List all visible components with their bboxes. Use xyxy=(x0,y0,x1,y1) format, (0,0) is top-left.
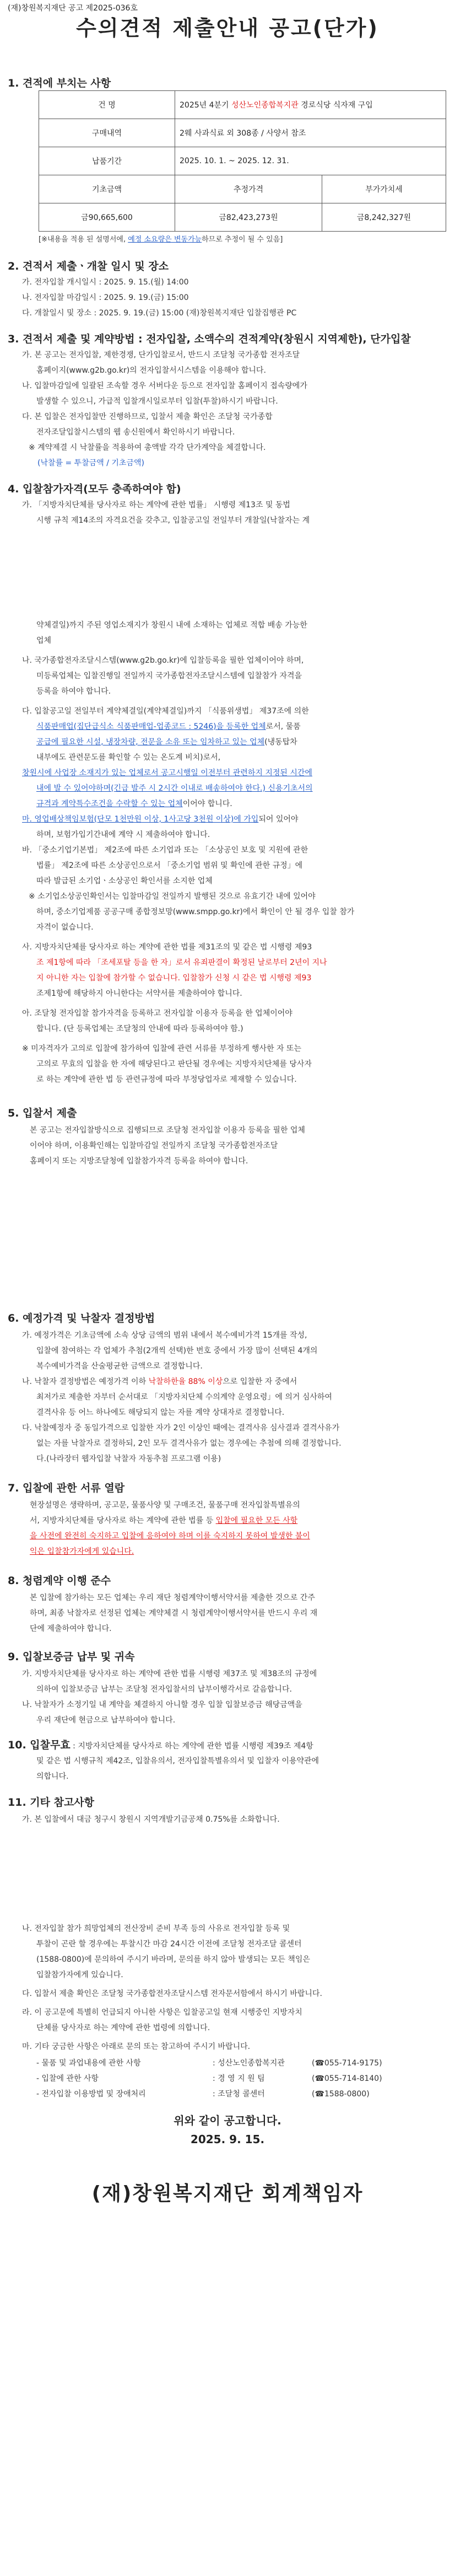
section-8-heading: 8. 청렴계약 이행 준수 xyxy=(8,1575,111,1587)
s7-line2 xyxy=(30,1513,297,1528)
s9-ga-line1: 가. 지방자치단체를 당사자로 하는 계약에 관한 법률 시행령 제37조 및 제38조의 규정에 xyxy=(22,1670,317,1678)
s6-da-line3: 다.(나라장터 웹자입찰 낙찰자 자동추첨 프로그램 이용) xyxy=(36,1455,221,1463)
s4-na-line3: 등록을 하여야 합니다. xyxy=(36,687,111,696)
subject-prefix: 2025년 4분기 xyxy=(180,101,232,110)
section-2-heading: 2. 견적서 제출ㆍ개찰 일시 및 장소 xyxy=(8,260,169,272)
contact-system-label: - 전자입찰 이용방법 및 장애처리 xyxy=(36,2090,146,2099)
bid-close-time: 나. 전자입찰 마감일시 : 2025. 9. 19.(금) 15:00 xyxy=(22,293,189,302)
s5-line1: 본 공고는 전자입찰방식으로 집행되므로 조달청 전자입찰 이용자 등록을 필한 업체 xyxy=(30,1126,305,1135)
bid-summary-table xyxy=(39,90,446,232)
bid-open-time: 가. 전자입찰 개시일시 : 2025. 9. 15.(월) 14:00 xyxy=(22,278,189,287)
vat-value: 금8,242,327원 xyxy=(322,203,446,232)
s11-ma-line1: 마. 기타 궁금한 사항은 아래로 문의 또는 참고하여 주시기 바랍니다. xyxy=(22,2042,251,2051)
section-6-heading: 6. 예정가격 및 낙찰자 결정방법 xyxy=(8,1312,155,1324)
note-prefix: [※내용을 적용 된 설명서에, xyxy=(39,235,128,244)
s3-na-line2: 발생할 수 있으니, 가급적 입찰개시일로부터 입찰(투찰)하시기 바랍니다. xyxy=(36,397,278,406)
s3-da-line2: 전자조달입찰시스템의 웹 송신원에서 확인하시기 바랍니다. xyxy=(36,428,235,437)
contact-system-org: : 조달청 콜센터 xyxy=(213,2090,265,2099)
contact-system-tel: (☎1588-0800) xyxy=(312,2090,370,2099)
s5-line3: 홈페이지 또는 지방조달청에 입찰참가자격 등록을 하여야 합니다. xyxy=(30,1157,248,1166)
contact-goods-label: - 물품 및 과업내용에 관한 사항 xyxy=(36,2059,141,2068)
s6-threshold: 낙찰하한율 88% 이상 xyxy=(148,1377,223,1386)
s4-ga-line1: 가. 「지방자치단체를 당사자로 하는 계약에 관한 법률」 시행령 제13조 및 동법 xyxy=(22,501,290,509)
s4-na-line2: 미등록업체는 입찰진행일 전일까지 국가종합전자조달시스템에 입찰참가 자격을 xyxy=(36,672,302,680)
s8-line3: 단에 제출하여야 합니다. xyxy=(30,1624,112,1633)
closing-statement: 위와 같이 공고합니다. xyxy=(174,2114,281,2127)
s4-ah-line2: 조 제1항에 따라 「조세포탈 등을 한 자」로서 유죄판결이 확정된 날로부터 2년이 지나 xyxy=(36,958,327,967)
s4-da-line2-rest: 로서, 물품 xyxy=(266,722,301,731)
s4-ah-line3: 지 아니한 자는 입찰에 참가할 수 없습니다. 입찰참가 신청 시 같은 법 시행령 제93 xyxy=(36,974,312,983)
section-10-heading: 10. 입찰무효 xyxy=(8,1739,71,1751)
contact-goods-tel: (☎055-714-9175) xyxy=(312,2059,382,2068)
opening-time-place: 다. 개찰일시 및 장소 : 2025. 9. 19.(금) 15:00 (재)창원복지재단 입찰집행관 PC xyxy=(22,309,297,318)
s4-ra-accept: 규격과 계약특수조건을 수락할 수 있는 업체 xyxy=(36,799,183,808)
s4-sa-line2: 하며, 중소기업제품 공공구매 종합정보망(www.smpp.go.kr)에서 확인이 안 될 경우 입찰 참가 xyxy=(36,908,355,916)
s5-line2: 이어야 하며, 이용확인해는 입찰마감일 전일까지 조달청 국가종합전자조달 xyxy=(30,1141,278,1150)
section-1-heading: 1. 견적에 부치는 사항 xyxy=(8,77,111,89)
vat-label: 부가가치세 xyxy=(322,175,446,203)
s4-sa-line1: ※ 소기업소상공인확인서는 입찰마감일 전일까지 발행된 것으로 유효기간 내에 있어야 xyxy=(29,892,316,901)
s4-ah-line4: 조제1항에 해당하지 아니한다는 서약서를 제출하여야 합니다. xyxy=(36,989,242,998)
s10-line2: 및 같은 법 시행규칙 제42조, 입찰유의서, 전자입찰특별유의서 및 입찰자 이용약관에 xyxy=(36,1757,319,1765)
section-11-heading: 11. 기타 참고사항 xyxy=(8,1796,95,1808)
note-suffix: 하므로 추정이 될 수 있음] xyxy=(202,235,283,244)
s4-ga-line3: 약체결일)까지 주된 영업소재지가 창원시 내에 소재하는 업체로 적합 배송 가능한 xyxy=(36,621,307,630)
s6-da-line1: 다. 낙찰예정자 중 동일가격으로 입찰한 자가 2인 이상인 때에는 결격사유 심사결과 결격사유가 xyxy=(22,1424,340,1432)
s4-da-facility: 공급에 필요한 시설, 냉장차량, 전문을 소유 또는 임차하고 있는 업체 xyxy=(36,738,265,747)
s6-na-line2: 최저가로 제출한 자부터 순서대로 「지방자치단체 수의계약 운영요령」에 의거 심사하여 xyxy=(36,1393,332,1402)
s4-mi-line1: ※ 미자격자가 고의로 입찰에 참가하여 입찰에 관련 서류를 부정하게 행사한 자 또는 xyxy=(22,1044,301,1053)
period-label: 납품기간 xyxy=(39,147,175,175)
s8-line2: 하며, 최종 낙찰자로 선정된 업체는 계약체결 시 청렴계약이행서약서를 반드시 우리 재 xyxy=(30,1609,318,1618)
s4-ja-line1: 아. 조달청 전자입찰 참가자격을 등록하고 전자입찰 이용자 등록을 한 업체이어야 xyxy=(22,1009,292,1018)
s11-da-line1: 다. 입찰서 제출 확인은 조달청 국가종합전자조달시스템 전자문서함에서 하시기 바랍니다. xyxy=(22,1989,322,1998)
s4-mi-line2: 고의로 무효의 입찰을 한 자에 해당된다고 판단될 경우에는 지방자치단체를 당사자 xyxy=(36,1060,312,1069)
s9-na-line2: 우리 재단에 현금으로 납부하여야 합니다. xyxy=(36,1716,176,1725)
s4-ga-line4: 업체 xyxy=(36,636,52,645)
s7-line3: 을 사전에 완전히 숙지하고 입찰에 응하여야 하며 이를 숙지하지 못하여 발생한 불이 xyxy=(30,1532,310,1541)
s9-na-line1: 나. 낙찰자가 소정기일 내 계약을 체결하지 아니할 경우 입찰 입찰보증금 해당금액을 xyxy=(22,1700,302,1709)
s10-rest1: : 지방자치단체를 당사자로 하는 계약에 관한 법률 시행령 제39조 제4항 xyxy=(70,1742,313,1751)
s7-line2-warning: 입찰에 필요한 모든 사항 xyxy=(215,1516,298,1525)
s4-ma-line2: 하며, 보험가입기간내에 계약 시 제출하여야 합니다. xyxy=(36,830,210,839)
note-variable-quantity: 예정 소요량은 변동가능 xyxy=(128,235,202,244)
s6-ga-line3: 복수예비가격을 산술평균한 금액으로 결정합니다. xyxy=(36,1362,203,1371)
s3-ga-line2: 홈페이지(www.g2b.go.kr)의 전자입찰서시스템을 이용해야 합니다. xyxy=(36,366,266,375)
s6-da-line2: 없는 자를 낙찰자로 결정하되, 2인 모두 결격사유가 없는 경우에는 추첨에 의해 결정합니다. xyxy=(36,1439,342,1448)
s4-ah-line1: 사. 지방자치단체를 당사자로 하는 계약에 관한 법률 제31조의 및 같은 법 시행령 제93 xyxy=(22,943,312,952)
section-7-heading: 7. 입찰에 관한 서류 열람 xyxy=(8,1482,125,1494)
s4-ma-insurance: 마. 영업배상책임보험(단모 1천만원 이상, 1사고당 3천원 이상)에 가입 xyxy=(22,815,259,824)
s11-na-line3: (1588-0800)에 문의하여 주시기 바라며, 문의를 하지 않아 발생되는 모든 책임은 xyxy=(36,1955,310,1964)
s6-na-line3: 결격사유 등 어느 하나에도 해당되지 않는 자를 계약 상대자로 결정합니다. xyxy=(36,1408,285,1417)
org-value: 2웨 사과식료 외 308종 / 사양서 참조 xyxy=(175,119,446,147)
section-9-heading: 9. 입찰보증금 납부 및 귀속 xyxy=(8,1651,135,1663)
section-3-heading: 3. 견적서 제출 및 계약방법 : 전자입찰, 소액수의 견적계약(창원시 지역제한), 단가입찰 xyxy=(8,333,411,345)
subject-suffix: 경로식당 식자재 구입 xyxy=(298,101,373,110)
contact-bid-org: : 경 영 지 원 팀 xyxy=(213,2074,265,2083)
s4-da-line2 xyxy=(36,719,301,734)
s11-ga-line1: 가. 본 입찰에서 대금 청구시 창원시 지역개발기금공채 0.75%를 소화합니다. xyxy=(22,1815,280,1824)
s4-da-license: 식품판매업(집단급식소 식품판매업-업종코드 : 5246)을 등록한 업체 xyxy=(36,722,266,731)
contact-bid-tel: (☎055-714-8140) xyxy=(312,2074,382,2083)
estimated-price-label: 추정가격 xyxy=(175,175,322,203)
s4-da-line4: 내부에도 관련문도를 확인할 수 있는 온도계 비치)로서, xyxy=(36,753,221,762)
section-5-heading: 5. 입찰서 제출 xyxy=(8,1107,77,1119)
s6-na-line1 xyxy=(22,1374,297,1389)
period-value: 2025. 10. 1. ~ 2025. 12. 31. xyxy=(175,147,446,175)
s4-na-line1: 나. 국가종합전자조달시스템(www.g2b.go.kr)에 입찰등록을 필한 업체이어야 하며, xyxy=(22,656,304,665)
subject-facility: 성산노인종합복지관 xyxy=(231,101,299,110)
estimated-price-value: 금82,423,273원 xyxy=(175,203,322,232)
s6-na-prefix: 나. 낙찰자 결정방법은 예정가격 이하 xyxy=(22,1377,149,1386)
s3-ga-line1: 가. 본 공고는 전자입찰, 제한경쟁, 단가입찰로서, 반드시 조달청 국가종합 전자조달 xyxy=(22,351,300,359)
s4-ra-line1: 창원시에 사업장 소재지가 있는 업체로서 공고시행일 이전부터 관련하지 지정된 시간에 xyxy=(22,769,312,777)
s11-ra-line2: 단체를 당사자로 하는 계약에 관한 법령에 의합니다. xyxy=(36,2024,210,2032)
s4-mi-line3: 로 하는 계약에 관한 법 등 관련규정에 따라 부정당업자로 제재할 수 있습니다. xyxy=(36,1075,297,1084)
base-amount-value: 금90,665,600 xyxy=(39,203,175,232)
s4-ra-line2: 내에 발 수 있어야하며(긴급 발주 시 2시간 이내로 배송하여야 한다.) 신용기초서의 xyxy=(36,784,313,793)
s7-line2-text: 서, 지방자치단체를 당사자로 하는 계약에 관한 법률 등 xyxy=(30,1516,216,1525)
s4-da-line1: 다. 입찰공고일 전일부터 계약체결일(계약체결일)까지 「식품위생법」 제37조에 의한 xyxy=(22,707,309,716)
s8-line1: 본 입찰에 참가하는 모든 업체는 우리 재단 청렴계약이행서약서를 제출한 것으로 간주 xyxy=(30,1593,315,1602)
s4-da-line3 xyxy=(36,734,297,750)
contact-bid-label: - 입찰에 관한 사항 xyxy=(36,2074,99,2083)
issuer-signature: (재)창원복지재단 회계책임자 xyxy=(91,2182,364,2205)
s4-ga-line2: 시행 규칙 제14조의 자격요건을 갖추고, 입찰공고일 전일부터 개찰일(낙찰자는 계 xyxy=(36,516,310,525)
s3-na-line1: 나. 입찰마감일에 일괄된 조속할 경우 서버다운 등으로 전자입찰 홈페이지 접속량에가 xyxy=(22,382,307,390)
s4-ma-line1-rest: 되어 있어야 xyxy=(258,815,299,824)
s6-ga-line1: 가. 예정가격은 기초금액에 소속 상당 금액의 범위 내에서 복수예비가격 15개를 작성, xyxy=(22,1331,307,1340)
s6-ga-line2: 입찰에 참여하는 각 업체가 추첨(2개씩 선택)한 번호 중에서 가장 많이 선택된 4개의 xyxy=(36,1346,318,1355)
s4-ra-line3 xyxy=(36,796,232,812)
notice-date: 2025. 9. 15. xyxy=(190,2133,265,2146)
page-title: 수의견적 제출안내 공고(단가) xyxy=(76,16,379,40)
s9-ga-line2: 의하여 입찰보증금 납부는 조달청 전자입찰서의 납부이행각서로 갈음합니다. xyxy=(36,1685,292,1694)
quantity-note xyxy=(39,233,283,247)
s4-sa-line3: 자격이 없습니다. xyxy=(36,923,94,932)
contact-goods-org: : 성산노인종합복지관 xyxy=(213,2059,285,2068)
org-label: 구매내역 xyxy=(39,119,175,147)
s11-na-line1: 나. 전자입찰 참가 희망업체의 전산장비 준비 부족 등의 사유로 전자입찰 등록 및 xyxy=(22,1924,290,1933)
s3-rate-formula: (낙찰률 = 투찰금액 / 기초금액) xyxy=(37,459,144,468)
s4-ba-line2: 법률」 제2조에 따른 소상공인으로서 「중소기업 범위 및 확인에 관한 규정」에 xyxy=(36,861,303,870)
document-number: (재)창원복지재단 공고 제2025-036호 xyxy=(8,4,138,13)
base-amount-label: 기초금액 xyxy=(39,175,175,203)
s4-ja-line2: 합니다. (단 등록업체는 조달청의 안내에 따라 등록하여야 함.) xyxy=(36,1024,243,1033)
s7-line1: 현장설명은 생략하며, 공고문, 물품사양 및 구매조건, 물품구매 전자입찰특별유의 xyxy=(30,1501,300,1510)
s3-contract-note: ※ 계약제결 시 낙찰률을 적용하여 총액발 각각 단가계약을 체결합니다. xyxy=(29,443,266,452)
section-4-heading: 4. 입찰참가자격(모두 충족하여야 함) xyxy=(8,483,181,495)
s4-ma-line1 xyxy=(22,812,298,827)
s6-na-rest: 으로 입찰한 자 중에서 xyxy=(223,1377,297,1386)
s4-da-line3-rest: (냉동탑차 xyxy=(264,738,297,747)
s10-line3: 의합니다. xyxy=(36,1772,69,1781)
s4-ba-line1: 바. 「중소기업기본법」 제2조에 따른 소기업과 또는 「소상공인 보호 및 지원에 관한 xyxy=(22,846,308,855)
s3-da-line1: 다. 본 입찰은 전자입찰만 진행하므로, 입찰서 제출 확인은 조달청 국가종합 xyxy=(22,412,273,421)
s7-line4: 익은 입찰참가자에게 있습니다. xyxy=(30,1547,134,1556)
s11-na-line4: 입찰참가자에게 있습니다. xyxy=(36,1971,123,1979)
s4-ba-line3: 따라 발급된 소기업ㆍ소상공인 확인서를 소지한 업체 xyxy=(36,877,213,886)
s4-ra-line3-rest: 이어야 합니다. xyxy=(182,799,232,808)
section-10-line1 xyxy=(8,1737,313,1754)
subject-label: 건 명 xyxy=(39,91,175,119)
subject-value xyxy=(175,91,446,119)
s11-ra-line1: 라. 이 공고문에 특별히 언급되지 아니한 사항은 입찰공고일 현재 시행중인 지방자치 xyxy=(22,2008,302,2017)
s11-na-line2: 투찰이 곤란 할 경우에는 투찰시간 마감 24시간 이전에 조달청 전자조달 콜센터 xyxy=(36,1940,302,1949)
